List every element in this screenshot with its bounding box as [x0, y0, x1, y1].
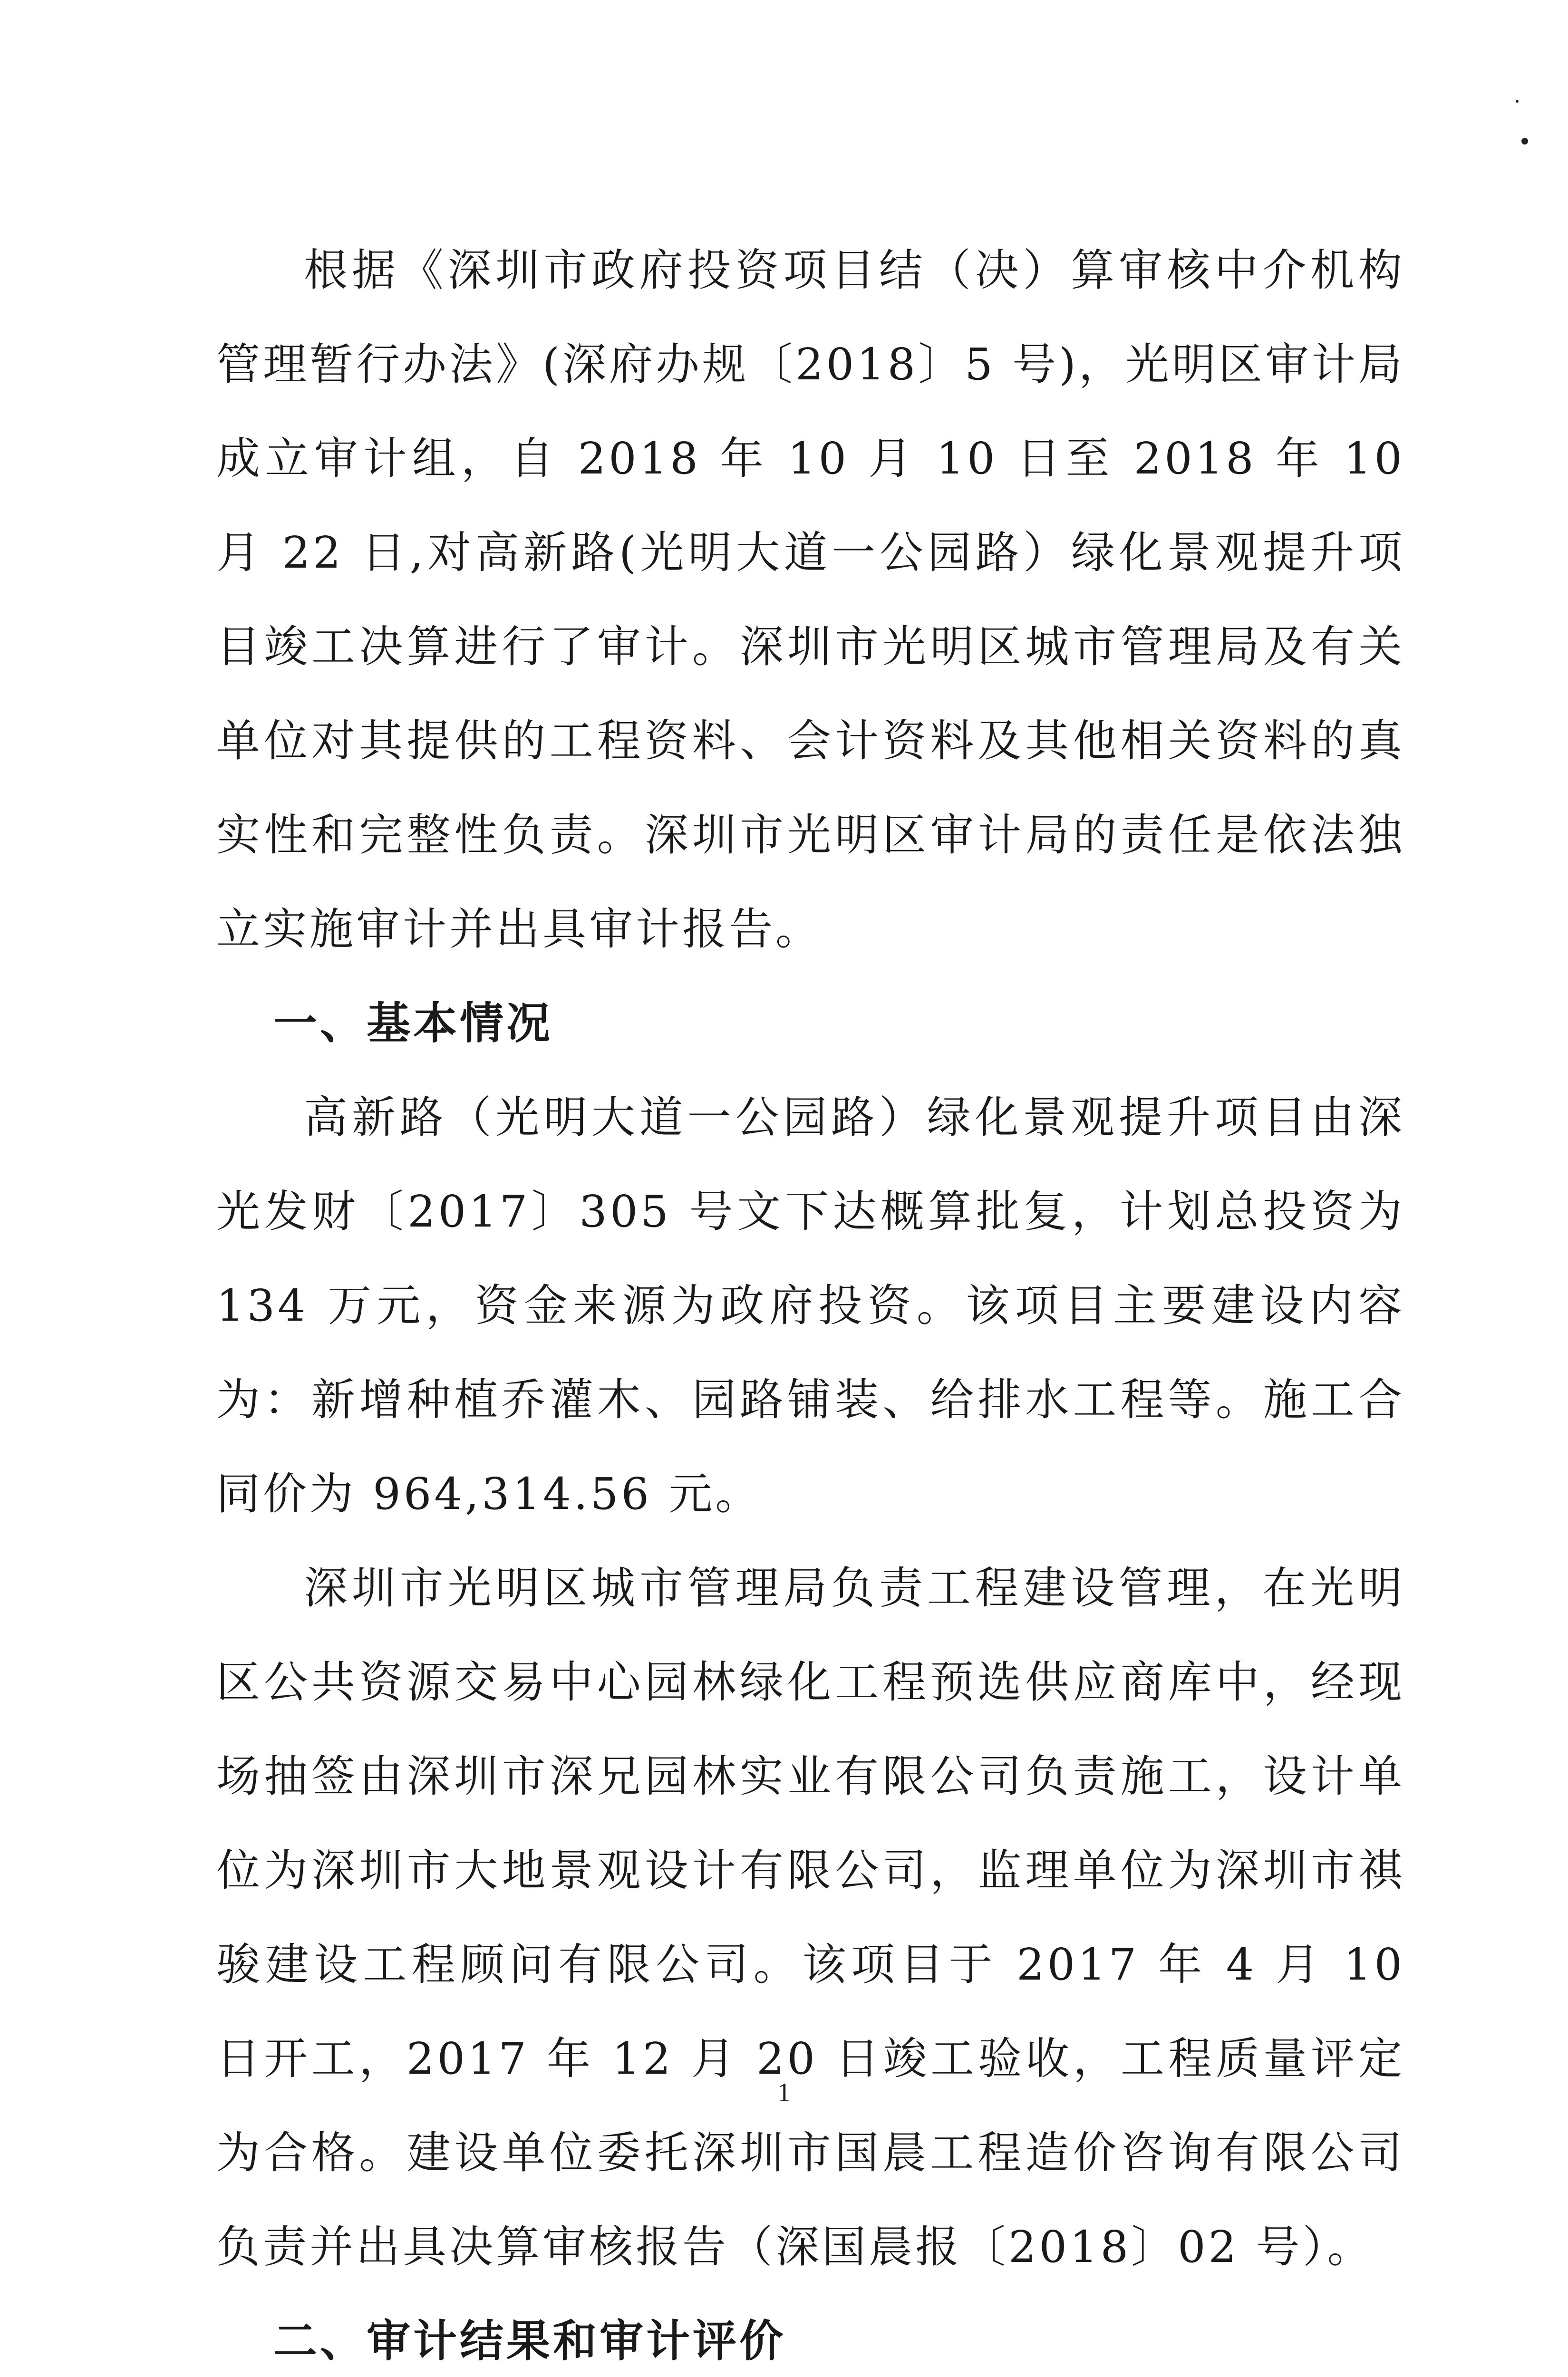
basic-info-paragraph-1: 高新路（光明大道一公园路）绿化景观提升项目由深光发财〔2017〕305 号文下达概算批复，计划总投资为 134 万元，资金来源为政府投资。该项目主要建设内容为：新增种植乔灌木、园路铺装、给排水工程等。施工合同价为 964,314.56 元。: [216, 1092, 1405, 1519]
scan-speck: [1516, 100, 1519, 103]
scan-speck: [1521, 138, 1528, 145]
intro-paragraph: 根据《深圳市政府投资项目结（决）算审核中介机构管理暂行办法》(深府办规〔2018〕5 号)，光明区审计局成立审计组，自 2018 年 10 月 10 日至 2018 年 10 月 22 日,对高新路(光明大道一公园路）绿化景观提升项目竣工决算进行了审计。深圳市光明区城市管理局及有关单位对其提供的工程资料、会计资料及其他相关资料的真实性和完整性负责。深圳市光明区审计局的责任是依法独立实施审计并出具审计报告。: [216, 245, 1405, 955]
page-number: 1: [777, 2078, 791, 2107]
basic-info-paragraph-2: 深圳市光明区城市管理局负责工程建设管理，在光明区公共资源交易中心园林绿化工程预选供应商库中，经现场抽签由深圳市深兄园林实业有限公司负责施工，设计单位为深圳市大地景观设计有限公司，监理单位为深圳市祺骏建设工程顾问有限公司。该项目于 2017 年 4 月 10 日开工，2017 年 12 月 20 日竣工验收，工程质量评定为合格。建设单位委托深圳市国晨工程造价咨询有限公司负责并出具决算审核报告（深国晨报〔2018〕02 号）。: [216, 1563, 1405, 2272]
section-heading-basic-info: 一、基本情况: [273, 998, 553, 1049]
document-body: [216, 223, 1405, 2377]
section-heading-audit-results: 二、审计结果和审计评价: [273, 2316, 786, 2367]
